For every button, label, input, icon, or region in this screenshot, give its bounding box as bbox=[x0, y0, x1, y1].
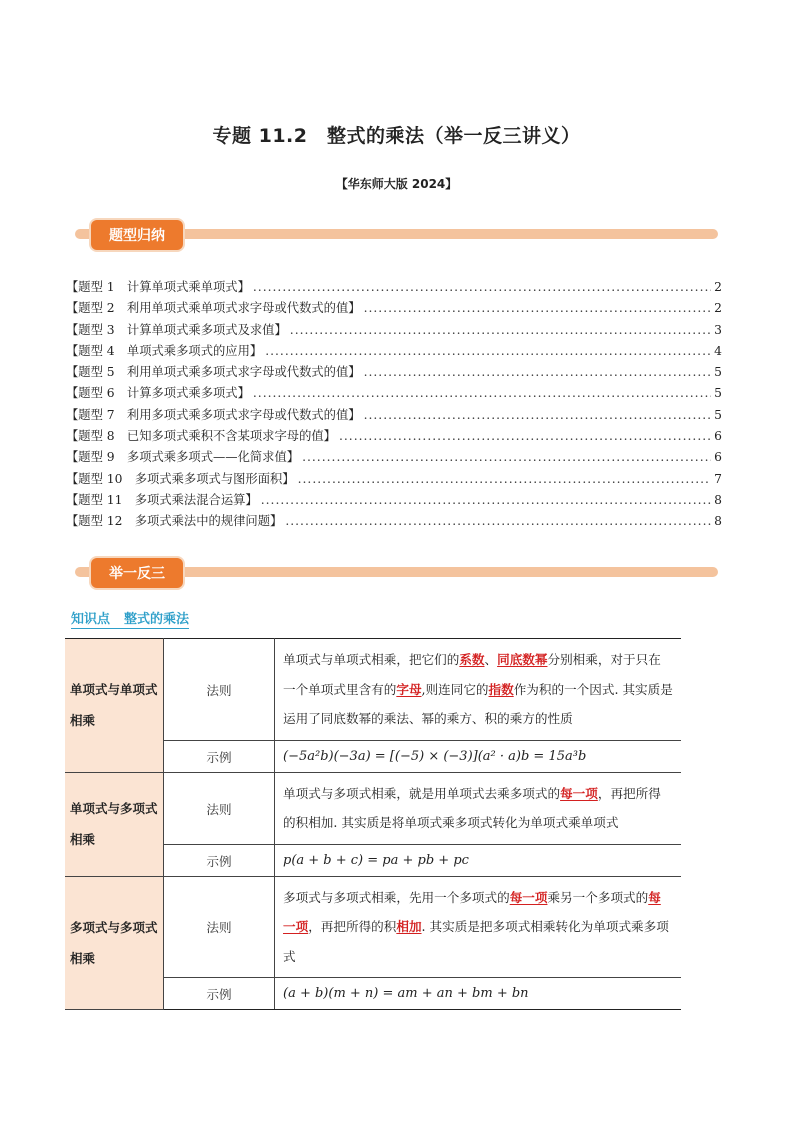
example-label: 示例 bbox=[164, 740, 275, 772]
toc-entry[interactable] bbox=[66, 405, 722, 426]
rule-content bbox=[275, 639, 682, 741]
key-term: 指数 bbox=[488, 681, 514, 697]
rule-text: ，再把所得的积相加. 其实质是将单项式乘多项式转化为单项式乘单项式 bbox=[283, 785, 661, 830]
example-formula: (a + b)(m + n) = am + an + bm + bn bbox=[275, 978, 682, 1010]
example-formula: p(a + b + c) = pa + pb + pc bbox=[275, 844, 682, 876]
toc-entry[interactable] bbox=[66, 362, 722, 383]
toc-entry-label: 【题型 2 利用单项式乘单项式求字母或代数式的值】 bbox=[66, 301, 361, 316]
toc-page-number: 5 bbox=[714, 365, 722, 380]
toc-leader bbox=[285, 514, 711, 528]
table-row bbox=[65, 772, 681, 844]
knowledge-point-label: 知识点 bbox=[71, 612, 111, 627]
toc-leader bbox=[364, 408, 711, 422]
rule-text: 单项式与多项式相乘，就是用单项式去乘多项式的 bbox=[283, 785, 561, 801]
rule-label: 法则 bbox=[164, 639, 275, 741]
toc-entry[interactable] bbox=[66, 490, 722, 511]
toc-leader bbox=[364, 365, 711, 379]
example-formula: (−5a²b)(−3a) = [(−5) × (−3)](a² · a)b = 15a³b bbox=[275, 740, 682, 772]
toc-entry[interactable] bbox=[66, 469, 722, 490]
toc-leader bbox=[298, 472, 711, 486]
key-term: 相加 bbox=[396, 919, 422, 934]
rule-text: 多项式与多项式相乘，先用一个多项式的 bbox=[283, 889, 510, 905]
section-tag-summary: 题型归纳 bbox=[91, 220, 183, 250]
section-tag-practice: 举一反三 bbox=[91, 558, 183, 588]
toc-page-number: 3 bbox=[714, 322, 722, 337]
toc-page-number: 5 bbox=[714, 386, 722, 401]
table-of-contents bbox=[66, 277, 722, 533]
toc-entry-label: 【题型 12 多项式乘法中的规律问题】 bbox=[66, 514, 283, 529]
key-term: 每一项 bbox=[560, 785, 598, 801]
rule-text: 分别相乘，对于只在一个单项式里含有的 bbox=[283, 652, 661, 697]
toc-entry-label: 【题型 8 已知多项式乘积不含某项求字母的值】 bbox=[66, 429, 336, 444]
key-term: 同底数幂 bbox=[497, 652, 548, 667]
toc-entry-label: 【题型 11 多项式乘法混合运算】 bbox=[66, 492, 258, 507]
toc-leader bbox=[364, 301, 711, 315]
toc-entry[interactable] bbox=[66, 511, 722, 532]
rule-text: . 其实质是把多项式相乘转化为单项式乘多项式 bbox=[283, 919, 669, 964]
knowledge-point-heading bbox=[71, 608, 189, 629]
rule-text: 、 bbox=[484, 652, 498, 667]
toc-leader bbox=[290, 323, 711, 337]
toc-entry[interactable] bbox=[66, 298, 722, 319]
rule-content bbox=[275, 876, 682, 978]
example-label: 示例 bbox=[164, 844, 275, 876]
toc-leader bbox=[339, 429, 711, 443]
toc-page-number: 5 bbox=[714, 407, 722, 422]
toc-page-number: 6 bbox=[714, 429, 722, 444]
toc-page-number: 6 bbox=[714, 450, 722, 465]
key-term: 字母 bbox=[396, 681, 422, 697]
toc-page-number: 2 bbox=[714, 301, 722, 316]
toc-leader bbox=[302, 450, 711, 464]
knowledge-point-topic: 整式的乘法 bbox=[124, 612, 190, 627]
key-term: 系数 bbox=[459, 652, 485, 667]
toc-entry-label: 【题型 1 计算单项式乘单项式】 bbox=[66, 280, 250, 294]
toc-entry-label: 【题型 6 计算多项式乘多项式】 bbox=[66, 386, 250, 401]
page-title: 专题 11.2 整式的乘法（举一反三讲义） bbox=[212, 125, 581, 147]
rule-text: 作为积的一个因式. 其实质是运用了同底数幂的乘法、幂的乘方、积的乘方的性质 bbox=[283, 681, 673, 726]
toc-entry-label: 【题型 10 多项式乘多项式与图形面积】 bbox=[66, 471, 295, 486]
knowledge-table bbox=[65, 638, 681, 1010]
toc-entry[interactable] bbox=[66, 341, 722, 362]
key-term: 每一项 bbox=[509, 889, 548, 905]
toc-entry-label: 【题型 7 利用多项式乘多项式求字母或代数式的值】 bbox=[66, 407, 361, 422]
toc-entry[interactable] bbox=[66, 426, 722, 447]
toc-entry-label: 【题型 9 多项式乘多项式——化简求值】 bbox=[66, 450, 300, 465]
rule-label: 法则 bbox=[164, 772, 275, 844]
toc-leader bbox=[265, 344, 711, 358]
table-row bbox=[65, 639, 681, 741]
rule-label: 法则 bbox=[164, 876, 275, 978]
category-cell: 单项式与多项式相乘 bbox=[65, 772, 164, 876]
example-label: 示例 bbox=[164, 978, 275, 1010]
rule-text: ,则连同它的 bbox=[421, 681, 489, 697]
toc-page-number: 4 bbox=[714, 343, 722, 358]
toc-entry-label: 【题型 3 计算单项式乘多项式及求值】 bbox=[66, 322, 287, 337]
category-cell: 多项式与多项式相乘 bbox=[65, 876, 164, 1010]
rule-text: ，再把所得的积 bbox=[308, 919, 397, 934]
toc-entry-label: 【题型 5 利用单项式乘多项式求字母或代数式的值】 bbox=[66, 365, 361, 380]
key-term: 每一项 bbox=[283, 889, 661, 934]
toc-page-number: 2 bbox=[714, 280, 722, 294]
toc-page-number: 7 bbox=[714, 471, 722, 486]
toc-leader bbox=[261, 493, 711, 507]
toc-entry-label: 【题型 4 单项式乘多项式的应用】 bbox=[66, 343, 263, 358]
table-row bbox=[65, 876, 681, 978]
category-cell: 单项式与单项式相乘 bbox=[65, 639, 164, 773]
toc-leader bbox=[253, 386, 711, 400]
toc-entry[interactable] bbox=[66, 320, 722, 341]
toc-page-number: 8 bbox=[714, 514, 722, 529]
toc-entry[interactable] bbox=[66, 277, 722, 298]
rule-text: 乘另一个多项式的 bbox=[547, 889, 649, 905]
edition-label: 【华东师大版 2024】 bbox=[335, 177, 458, 191]
toc-entry[interactable] bbox=[66, 383, 722, 404]
rule-text: 单项式与单项式相乘，把它们的 bbox=[283, 652, 460, 667]
rule-content bbox=[275, 772, 682, 844]
toc-leader bbox=[253, 280, 711, 294]
toc-page-number: 8 bbox=[714, 492, 722, 507]
toc-entry[interactable] bbox=[66, 447, 722, 468]
